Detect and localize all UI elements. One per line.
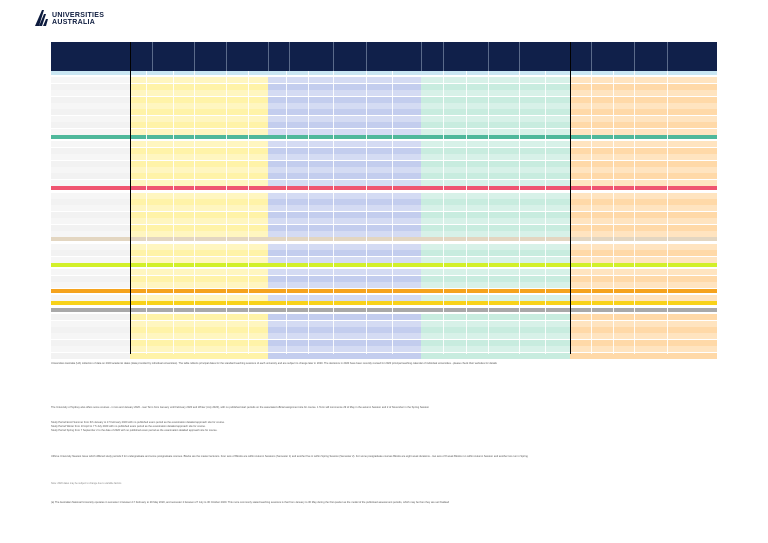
table-cell	[268, 231, 421, 237]
table-cell	[268, 205, 421, 211]
table-row	[51, 173, 717, 179]
table-cell	[570, 257, 717, 263]
table-row	[51, 327, 717, 333]
table-cell	[570, 346, 717, 352]
table-cell	[570, 327, 717, 333]
table-row	[51, 148, 717, 154]
table-cell	[51, 116, 130, 122]
header-divider	[421, 42, 422, 71]
table-cell	[51, 199, 130, 205]
table-cell	[51, 295, 130, 301]
table-row	[51, 250, 717, 256]
column-divider	[173, 71, 174, 354]
table-cell	[51, 244, 130, 250]
footnote-2: The University of Sydney also offers some courses - in two and January 2020 - rear Term from January until February 2020 and Winter (July 2020), with no published start periods on the associated official assignment site for course. 1 Term will commence 29 of May in the autumn Session and 2 of November in the Spring Session	[51, 406, 430, 409]
logo-text-universities: UNIVERSITIES	[52, 12, 105, 19]
table-cell	[570, 218, 717, 224]
table-cell	[570, 161, 717, 167]
table-cell	[51, 346, 130, 352]
table-row	[51, 141, 717, 147]
table-row	[51, 167, 717, 173]
table-row	[51, 231, 717, 237]
table-cell	[268, 257, 421, 263]
table-row	[51, 353, 717, 359]
table-cell	[51, 167, 130, 173]
column-divider	[308, 71, 309, 354]
table-cell	[268, 276, 421, 282]
column-divider	[146, 71, 147, 354]
table-cell	[268, 77, 421, 83]
table-cell	[268, 97, 421, 103]
table-cell	[51, 141, 130, 147]
column-divider	[248, 71, 249, 354]
table-cell	[268, 199, 421, 205]
column-divider	[194, 71, 195, 354]
table-cell	[51, 129, 130, 135]
footnote-6: Ulthrue University Nearest Issue which differed study periods if for undergraduate and some postgraduate courses. Blocks are the master lecturers. Four sets of Blocks are within Autumn Sessions (Semester 1) and another five in within Spring Session (Semester 2). For some postgraduate courses Blocks are eight week durations - two sets of 8 week Blocks run within Autumn Session and another two run in Spring	[51, 455, 528, 458]
table-cell	[268, 122, 421, 128]
table-cell	[268, 250, 421, 256]
table-row	[51, 135, 717, 139]
table-cell	[268, 173, 421, 179]
column-divider	[488, 71, 489, 354]
table-cell	[51, 314, 130, 320]
header-divider	[152, 42, 153, 71]
table-cell	[570, 333, 717, 339]
footnote-4: Study Period Winter from 13 April to 7 5 July 2020 with no published exam period as the examination detailed approach site for course.	[51, 425, 206, 428]
table-cell	[570, 269, 717, 275]
table-cell	[570, 148, 717, 154]
academic-calendar-table	[51, 71, 717, 354]
header-divider	[667, 42, 668, 71]
column-divider	[392, 71, 393, 354]
header-divider	[366, 42, 367, 71]
table-cell	[51, 327, 130, 333]
table-cell	[268, 167, 421, 173]
table-cell	[268, 282, 421, 288]
footnote-5: Study Period Spring from 7 September 2 to the date of 2020 with no published exam period as the examination detailed approach site for course.	[51, 429, 218, 432]
table-row	[51, 308, 717, 312]
calendar-table-header	[51, 42, 717, 71]
column-divider	[591, 71, 592, 354]
table-row	[51, 257, 717, 263]
logo-text-australia: AUSTRALIA	[52, 19, 96, 26]
table-cell	[51, 103, 130, 109]
table-cell	[570, 199, 717, 205]
table-cell	[268, 269, 421, 275]
table-row	[51, 301, 717, 305]
table-cell	[570, 103, 717, 109]
group-separator	[130, 42, 131, 354]
table-cell	[570, 84, 717, 90]
table-cell	[51, 90, 130, 96]
table-row	[51, 321, 717, 327]
table-row	[51, 212, 717, 218]
table-cell	[268, 148, 421, 154]
table-cell	[51, 109, 130, 115]
table-cell	[570, 167, 717, 173]
table-cell	[51, 231, 130, 237]
table-cell	[51, 148, 130, 154]
table-cell	[51, 193, 130, 199]
group-separator	[570, 42, 571, 354]
table-row	[51, 289, 717, 293]
header-divider	[488, 42, 489, 71]
table-cell	[268, 154, 421, 160]
table-cell	[51, 269, 130, 275]
table-cell	[268, 321, 421, 327]
table-row	[51, 340, 717, 346]
table-cell	[570, 276, 717, 282]
table-cell	[51, 321, 130, 327]
table-row	[51, 282, 717, 288]
table-cell	[570, 225, 717, 231]
table-cell	[268, 218, 421, 224]
table-cell	[570, 77, 717, 83]
table-cell	[51, 180, 130, 186]
table-cell	[268, 109, 421, 115]
column-divider	[443, 71, 444, 354]
header-divider	[443, 42, 444, 71]
table-row	[51, 77, 717, 83]
table-cell	[51, 212, 130, 218]
table-cell	[570, 154, 717, 160]
table-cell	[268, 180, 421, 186]
column-divider	[366, 71, 367, 354]
table-cell	[51, 218, 130, 224]
table-row	[51, 186, 717, 190]
table-row	[51, 205, 717, 211]
header-divider	[519, 42, 520, 71]
header-divider	[333, 42, 334, 71]
table-row	[51, 333, 717, 339]
table-row	[51, 116, 717, 122]
table-cell	[268, 141, 421, 147]
table-cell	[51, 340, 130, 346]
table-cell	[570, 340, 717, 346]
table-cell	[268, 244, 421, 250]
header-divider	[591, 42, 592, 71]
ua-logo-icon	[33, 9, 49, 27]
table-cell	[570, 129, 717, 135]
table-row	[51, 295, 717, 301]
footnote-1: Universities Australia (UA) collection of data on 2020 academic dates (data provided by individual universities). The table reflects principal dates for the standard teaching sessions of each university and are subject to change later in 2020. The decisions in 2020 have been recently revised for 2020 principal teaching calendar of individual universities - please check their websites for details	[51, 362, 497, 365]
table-cell	[51, 84, 130, 90]
table-cell	[570, 122, 717, 128]
table-row	[51, 71, 717, 75]
table-cell	[570, 193, 717, 199]
table-cell	[570, 212, 717, 218]
table-cell	[51, 276, 130, 282]
table-row	[51, 244, 717, 250]
column-divider	[466, 71, 467, 354]
table-row	[51, 84, 717, 90]
header-divider	[289, 42, 290, 71]
table-cell	[268, 116, 421, 122]
table-row	[51, 218, 717, 224]
table-cell	[268, 225, 421, 231]
table-row	[51, 263, 717, 267]
table-cell	[51, 205, 130, 211]
table-cell	[51, 173, 130, 179]
header-divider	[194, 42, 195, 71]
table-cell	[570, 295, 717, 301]
table-cell	[570, 90, 717, 96]
header-divider	[226, 42, 227, 71]
table-cell	[570, 244, 717, 250]
table-cell	[570, 116, 717, 122]
table-row	[51, 154, 717, 160]
table-cell	[570, 314, 717, 320]
table-row	[51, 276, 717, 282]
table-cell	[268, 129, 421, 135]
table-row	[51, 193, 717, 199]
table-row	[51, 199, 717, 205]
table-row	[51, 109, 717, 115]
table-cell	[268, 353, 421, 359]
table-cell	[268, 193, 421, 199]
column-divider	[226, 71, 227, 354]
table-cell	[570, 250, 717, 256]
universities-australia-logo	[33, 9, 103, 29]
table-cell	[51, 77, 130, 83]
table-row	[51, 122, 717, 128]
column-divider	[519, 71, 520, 354]
table-cell	[570, 321, 717, 327]
footnote-8: (a) The Australian National University operates in semester 1 between 17 February to 29 May 2020, and semester 2 between 27 July to 30 October 2020. This more commonly stated teaching sessions is that from January to 30 May during the first quarter as the model of the publicised assessment periods, which may be then they are set finalised	[51, 501, 450, 504]
table-cell	[268, 161, 421, 167]
table-row	[51, 97, 717, 103]
table-row	[51, 237, 717, 241]
table-cell	[268, 295, 421, 301]
table-cell	[570, 353, 717, 359]
table-cell	[268, 90, 421, 96]
column-divider	[333, 71, 334, 354]
table-cell	[268, 327, 421, 333]
table-row	[51, 225, 717, 231]
table-row	[51, 129, 717, 135]
column-divider	[667, 71, 668, 354]
table-cell	[51, 257, 130, 263]
column-divider	[613, 71, 614, 354]
table-cell	[268, 314, 421, 320]
table-cell	[268, 333, 421, 339]
table-row	[51, 161, 717, 167]
table-cell	[570, 173, 717, 179]
table-cell	[51, 282, 130, 288]
table-cell	[268, 346, 421, 352]
table-row	[51, 269, 717, 275]
table-cell	[268, 103, 421, 109]
table-cell	[268, 340, 421, 346]
footnote-3: Study Period Enrol Summer from 6th January to 17 February 2020 with no published exam period as the examination detailed approach site for course.	[51, 421, 225, 424]
column-divider	[286, 71, 287, 354]
table-cell	[570, 205, 717, 211]
table-row	[51, 180, 717, 186]
table-cell	[51, 161, 130, 167]
footnote-7: Note: 2020 dates may be subject to change due to variable factors	[51, 482, 122, 485]
table-cell	[51, 97, 130, 103]
table-cell	[570, 231, 717, 237]
table-cell	[570, 97, 717, 103]
table-cell	[570, 180, 717, 186]
table-cell	[51, 154, 130, 160]
header-divider	[634, 42, 635, 71]
column-divider	[545, 71, 546, 354]
table-cell	[570, 109, 717, 115]
table-cell	[51, 333, 130, 339]
table-cell	[51, 122, 130, 128]
table-cell	[51, 225, 130, 231]
table-cell	[51, 353, 130, 359]
table-row	[51, 90, 717, 96]
column-divider	[634, 71, 635, 354]
table-cell	[51, 250, 130, 256]
table-cell	[570, 282, 717, 288]
table-cell	[268, 212, 421, 218]
table-cell	[570, 141, 717, 147]
table-row	[51, 103, 717, 109]
table-row	[51, 314, 717, 320]
table-row	[51, 346, 717, 352]
header-divider	[268, 42, 269, 71]
table-cell	[268, 84, 421, 90]
